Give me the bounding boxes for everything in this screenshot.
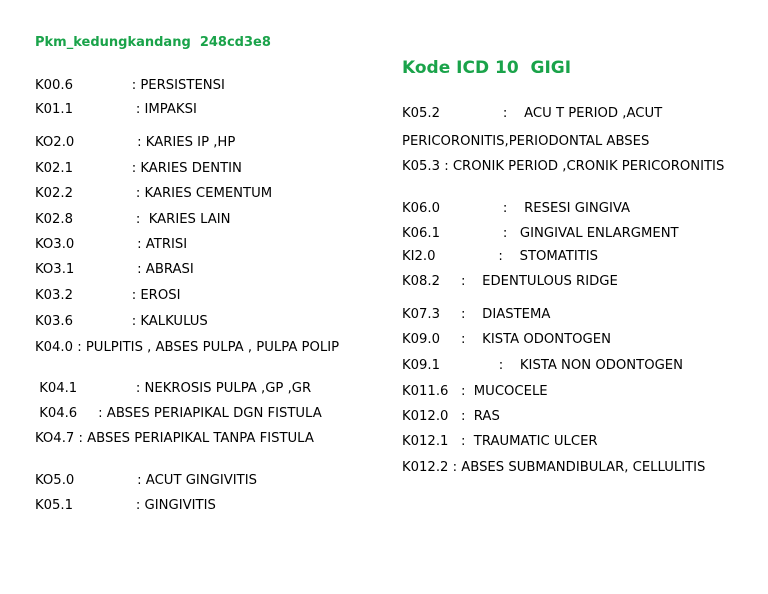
icd-entry-k12-1: K012.1 : TRAUMATIC ULCER	[402, 434, 598, 449]
icd-entry-k12-2: K012.2 : ABSES SUBMANDIBULAR, CELLULITIS	[402, 460, 706, 475]
icd-entry-k03-6: K03.6 : KALKULUS	[35, 314, 208, 329]
icd-entry-k09-0: K09.0 : KISTA ODONTOGEN	[402, 332, 611, 347]
icd-entry-k05-1: K05.1 : GINGIVITIS	[35, 498, 216, 513]
icd-entry-k04-6: K04.6 : ABSES PERIAPIKAL DGN FISTULA	[35, 406, 322, 421]
icd-entry-k06-1: K06.1 : GINGIVAL ENLARGMENT	[402, 226, 679, 241]
icd-entry-k02-0: KO2.0 : KARIES IP ,HP	[35, 135, 236, 150]
icd-entry-k03-2: K03.2 : EROSI	[35, 288, 181, 303]
icd-entry-k04-1: K04.1 : NEKROSIS PULPA ,GP ,GR	[35, 381, 312, 396]
icd-entry-k02-8: K02.8 : KARIES LAIN	[35, 212, 231, 227]
icd-entry-k01-1: K01.1 : IMPAKSI	[35, 102, 197, 117]
icd-entry-k07-3: K07.3 : DIASTEMA	[402, 307, 551, 322]
icd-entry-k05-2-continued: PERICORONITIS,PERIODONTAL ABSES	[402, 134, 650, 149]
icd-entry-k12-0-ras: K012.0 : RAS	[402, 409, 500, 424]
icd-entry-k12-0: KI2.0 : STOMATITIS	[402, 249, 599, 264]
icd-entry-k04-7: KO4.7 : ABSES PERIAPIKAL TANPA FISTULA	[35, 431, 314, 446]
icd-entry-k11-6: K011.6 : MUCOCELE	[402, 384, 548, 399]
icd-entry-k05-2: K05.2 : ACU T PERIOD ,ACUT	[402, 106, 663, 121]
section-title: Kode ICD 10 GIGI	[402, 58, 572, 78]
document-title: Pkm_kedungkandang 248cd3e8	[35, 35, 271, 50]
icd-entry-k03-1: KO3.1 : ABRASI	[35, 262, 194, 277]
icd-entry-k09-1: K09.1 : KISTA NON ODONTOGEN	[402, 358, 683, 373]
icd-entry-k03-0: KO3.0 : ATRISI	[35, 237, 188, 252]
icd-entry-k05-3: K05.3 : CRONIK PERIOD ,CRONIK PERICORONITIS	[402, 159, 725, 174]
icd-entry-k02-1: K02.1 : KARIES DENTIN	[35, 161, 242, 176]
icd-entry-k02-2: K02.2 : KARIES CEMENTUM	[35, 186, 273, 201]
icd-entry-k00-6: K00.6 : PERSISTENSI	[35, 78, 225, 93]
icd-entry-k04-0: K04.0 : PULPITIS , ABSES PULPA , PULPA POLIP	[35, 340, 340, 355]
icd-entry-k06-0: K06.0 : RESESI GINGIVA	[402, 201, 631, 216]
icd-entry-k05-0: KO5.0 : ACUT GINGIVITIS	[35, 473, 257, 488]
icd-entry-k08-2: K08.2 : EDENTULOUS RIDGE	[402, 274, 618, 289]
